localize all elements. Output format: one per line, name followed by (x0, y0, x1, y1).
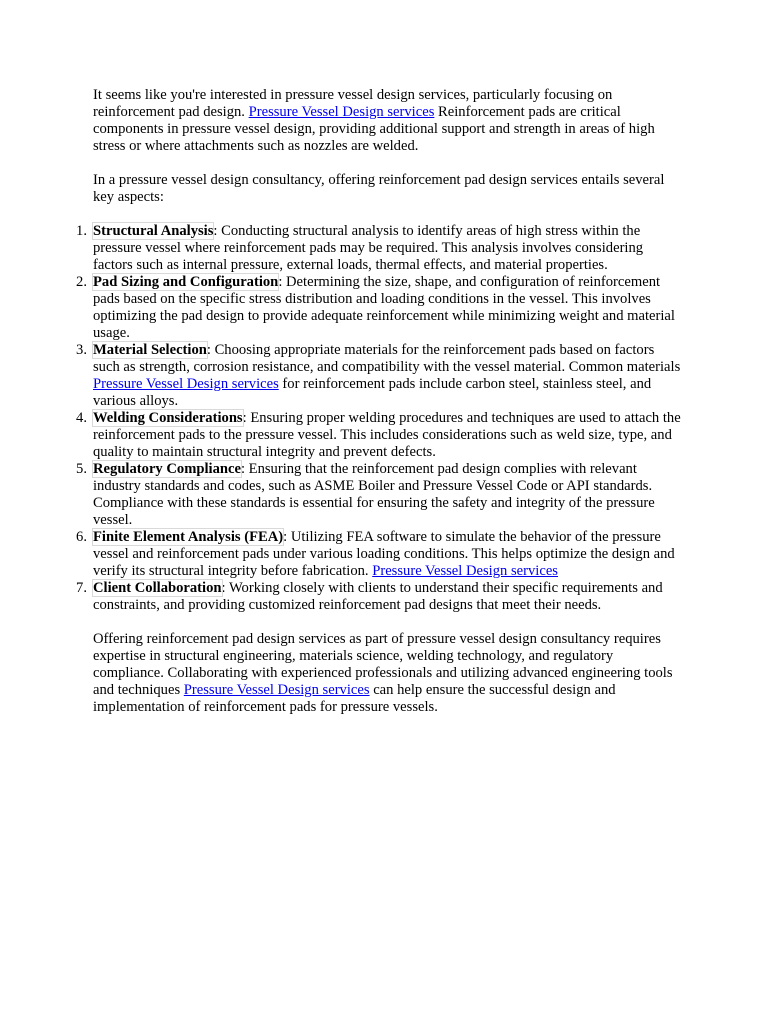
item-term: Welding Considerations (93, 410, 243, 426)
item-term: Pad Sizing and Configuration (93, 274, 279, 290)
lead-in-paragraph: In a pressure vessel design consultancy, offering reinforcement pad design services entails several key aspects: (93, 172, 665, 205)
item-term: Structural Analysis (93, 223, 214, 239)
intro-link[interactable]: Pressure Vessel Design services (248, 104, 435, 120)
item-text-end: for reinforcement pads include carbon steel, stainless steel, and various alloys. (93, 376, 652, 409)
item-term: Finite Element Analysis (FEA) (93, 529, 284, 545)
item-text: : Working closely with clients to understand their specific requirements and constraints, and providing customized reinforcement pad designs that meet their needs. (93, 580, 663, 613)
item-term: Regulatory Compliance (93, 461, 241, 477)
document-body (76, 87, 683, 716)
item-text: : Determining the size, shape, and configuration of reinforcement pads based on the specific stress distribution and loading conditions in the vessel. This involves optimizing the pad design to provide adequate reinforcement while minimizing weight and material usage. (93, 274, 675, 341)
list-item (76, 580, 683, 614)
item-text: : Choosing appropriate materials for the reinforcement pads based on factors such as strength, corrosion resistance, and compatibility with the vessel material. Common materials (93, 342, 681, 375)
item-link[interactable]: Pressure Vessel Design services (372, 563, 558, 579)
closing-link[interactable]: Pressure Vessel Design services (183, 682, 370, 698)
list-item (76, 461, 683, 529)
item-number: 2. (76, 274, 87, 290)
item-term: Material Selection (93, 342, 207, 358)
closing-text-start: Offering reinforcement pad design services as part of pressure vessel design consultancy requires expertise in structural engineering, materials science, welding technology, and regulatory compliance. Collaborating with experienced professionals and utilizing advanced engineering tools and techniques (93, 631, 673, 698)
list-item (76, 342, 683, 410)
list-item (76, 529, 683, 580)
item-term: Client Collaboration (93, 580, 222, 596)
item-number: 6. (76, 529, 87, 545)
item-number: 4. (76, 410, 87, 426)
list-item (76, 223, 683, 274)
list-item (76, 410, 683, 461)
item-text: : Ensuring that the reinforcement pad design complies with relevant industry standards and codes, such as ASME Boiler and Pressure Vessel Code or API standards. Compliance with these standards is essential for ensuring the safety and integrity of the pressure vessel. (93, 461, 655, 528)
item-text: : Conducting structural analysis to identify areas of high stress within the pressure vessel where reinforcement pads may be required. This analysis involves considering factors such as internal pressure, external loads, thermal effects, and material properties. (93, 223, 644, 273)
intro-text-end: Reinforcement pads are critical components in pressure vessel design, providing additional support and strength in areas of high stress or where attachments such as nozzles are welded. (93, 104, 655, 154)
item-number: 1. (76, 223, 87, 239)
item-number: 7. (76, 580, 87, 596)
key-aspects-list (76, 223, 683, 614)
item-text: : Ensuring proper welding procedures and techniques are used to attach the reinforcement pads to the pressure vessel. This includes considerations such as weld size, type, and quality to maintain structural integrity and prevent defects. (93, 410, 681, 460)
item-link[interactable]: Pressure Vessel Design services (93, 376, 279, 392)
item-number: 5. (76, 461, 87, 477)
item-text: : Utilizing FEA software to simulate the behavior of the pressure vessel and reinforcement pads under various loading conditions. This helps optimize the design and verify its structural integrity before fabrication. (93, 529, 675, 579)
closing-paragraph (93, 631, 683, 716)
closing-text-end: can help ensure the successful design and implementation of reinforcement pads for pressure vessels. (93, 682, 616, 715)
intro-paragraph (93, 87, 683, 155)
list-item (76, 274, 683, 342)
item-number: 3. (76, 342, 87, 358)
intro-text-start: It seems like you're interested in pressure vessel design services, particularly focusing on reinforcement pad design. (93, 87, 613, 120)
